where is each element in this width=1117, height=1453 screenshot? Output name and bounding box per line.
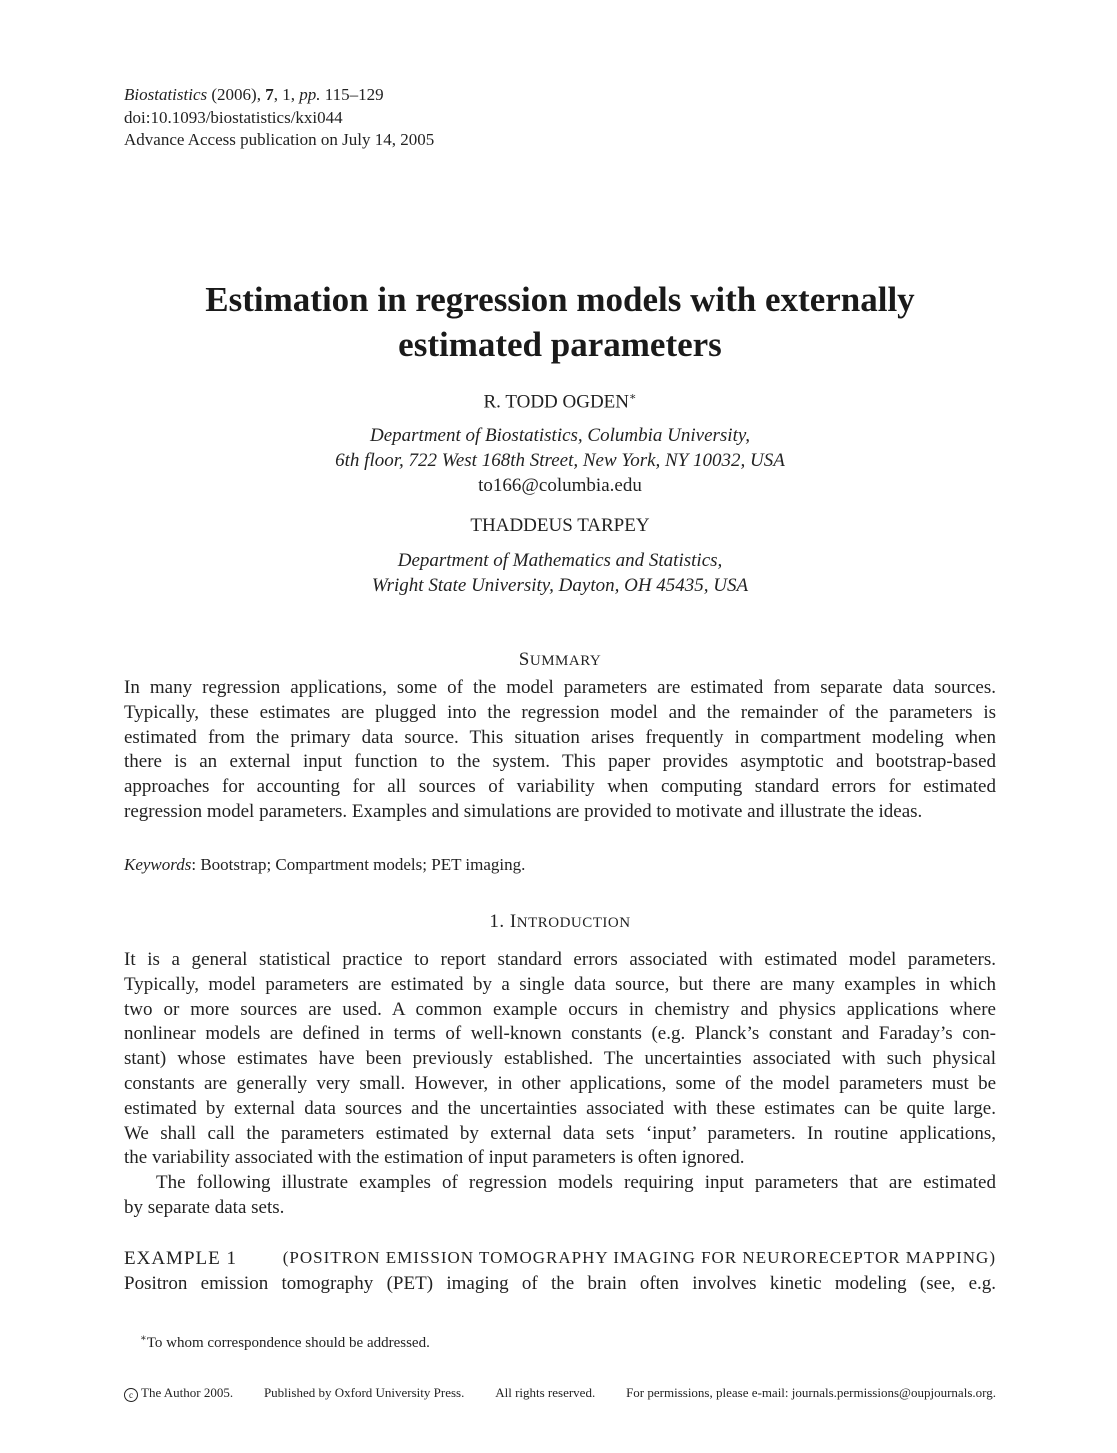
body-line: by separate data sets. xyxy=(124,1196,285,1218)
body-line: It is a general statistical practice to report standard errors associated with estimated model parameters. xyxy=(124,949,996,970)
summary-line: regression model parameters. Examples and simulations are provided to motivate and illustrate the ideas. xyxy=(124,800,923,822)
journal-volume: 7 xyxy=(265,85,274,104)
copyright-permissions[interactable]: For permissions, please e-mail: journals.permissions@oupjournals.org. xyxy=(626,1385,996,1400)
copyright-line xyxy=(124,1385,996,1402)
keywords xyxy=(124,855,525,875)
body-line: estimated by external data sources and the uncertainties associated with these estimates can be quite large. xyxy=(124,1097,996,1119)
body-line: two or more sources are used. A common example occurs in chemistry and physics applications where xyxy=(124,998,996,1020)
body-line: stant) whose estimates have been previously established. The uncertainties associated with such physical xyxy=(124,1048,996,1070)
body-line: the variability associated with the estimation of input parameters is often ignored. xyxy=(124,1147,745,1169)
summary-heading: SUMMARY xyxy=(518,649,602,670)
keywords-text: : Bootstrap; Compartment models; PET imaging. xyxy=(191,855,526,874)
affiliation-line: Wright State University, Dayton, OH 45435, USA xyxy=(371,575,749,596)
body-line: Typically, model parameters are estimated by a single data source, but there are many examples in which xyxy=(124,973,996,995)
journal-year: (2006) xyxy=(211,85,257,104)
doi-line: doi:10.1093/biostatistics/kxi044 xyxy=(124,107,343,127)
journal-pages: 115–129 xyxy=(324,85,384,104)
introduction-heading: 1. INTRODUCTION xyxy=(489,911,631,932)
summary-line: In many regression applications, some of the model parameters are estimated from separate data sources. xyxy=(124,677,996,698)
affiliation-line: 6th floor, 722 West 168th Street, New York, NY 10032, USA xyxy=(335,450,785,471)
author-email[interactable]: to166@columbia.edu xyxy=(478,475,642,496)
author-2-name: THADDEUS TARPEY xyxy=(470,515,650,536)
body-line: The following illustrate examples of regression models requiring input parameters that are estimated xyxy=(156,1172,996,1194)
summary-paragraph xyxy=(124,676,996,825)
advance-access-line: Advance Access publication on July 14, 2005 xyxy=(124,130,435,149)
summary-line: approaches for accounting for all sources of variability when computing standard errors for estimated xyxy=(124,776,996,798)
footnote-text: To whom correspondence should be addressed. xyxy=(146,1335,430,1351)
example-title: (POSITRON EMISSION TOMOGRAPHY IMAGING FOR NEURORECEPTOR MAPPING) xyxy=(282,1248,996,1267)
summary-line: there is an external input function to the system. This paper provides asymptotic and bootstrap-based xyxy=(124,751,996,773)
copyright-icon: c xyxy=(124,1388,138,1402)
introduction-paragraph-1 xyxy=(124,948,996,1221)
body-line: We shall call the parameters estimated by external data sets ‘input’ parameters. In routine applications, xyxy=(124,1122,996,1144)
summary-line: Typically, these estimates are plugged into the regression model and the remainder of the parameters is xyxy=(124,701,996,723)
corresponding-marker: ∗ xyxy=(629,391,637,403)
keywords-label: Keywords xyxy=(124,855,192,874)
example-1-heading xyxy=(124,1248,996,1270)
author-1-name: R. TODD OGDEN∗ xyxy=(483,391,637,413)
journal-issue: 1 xyxy=(282,85,291,104)
example-label: EXAMPLE 1 xyxy=(124,1248,237,1269)
copyright-holder: c The Author 2005. xyxy=(124,1385,233,1402)
body-line: constants are generally very small. However, in other applications, some of the model parameters must be xyxy=(124,1072,996,1094)
journal-name: Biostatistics xyxy=(124,85,208,104)
example-1-paragraph xyxy=(124,1272,996,1297)
copyright-rights: All rights reserved. xyxy=(495,1385,596,1400)
affiliation-line: Department of Biostatistics, Columbia University, xyxy=(370,425,750,446)
affiliation-line: Department of Mathematics and Statistics, xyxy=(397,550,723,571)
body-line: nonlinear models are defined in terms of well-known constants (e.g. Planck’s constant and Faraday’s con- xyxy=(124,1023,996,1045)
copyright-publisher: Published by Oxford University Press. xyxy=(263,1385,465,1400)
citation-line: Biostatistics (2006), 7, 1, pp. 115–129 xyxy=(124,85,384,104)
title-line-1: Estimation in regression models with externally xyxy=(205,280,915,319)
summary-line: estimated from the primary data source. This situation arises frequently in compartment modeling when xyxy=(124,726,996,748)
title-line-2: estimated parameters xyxy=(398,325,722,364)
pages-label: pp. xyxy=(299,85,321,104)
footnote xyxy=(140,1333,430,1352)
footnote-marker: ∗ xyxy=(140,1333,147,1344)
journal-header xyxy=(124,84,434,152)
body-line: Positron emission tomography (PET) imaging of the brain often involves kinetic modeling (see, e.g. xyxy=(124,1273,996,1294)
author-2-affiliation xyxy=(124,548,996,598)
paper-title xyxy=(124,277,996,367)
author-1-affiliation xyxy=(124,423,996,498)
